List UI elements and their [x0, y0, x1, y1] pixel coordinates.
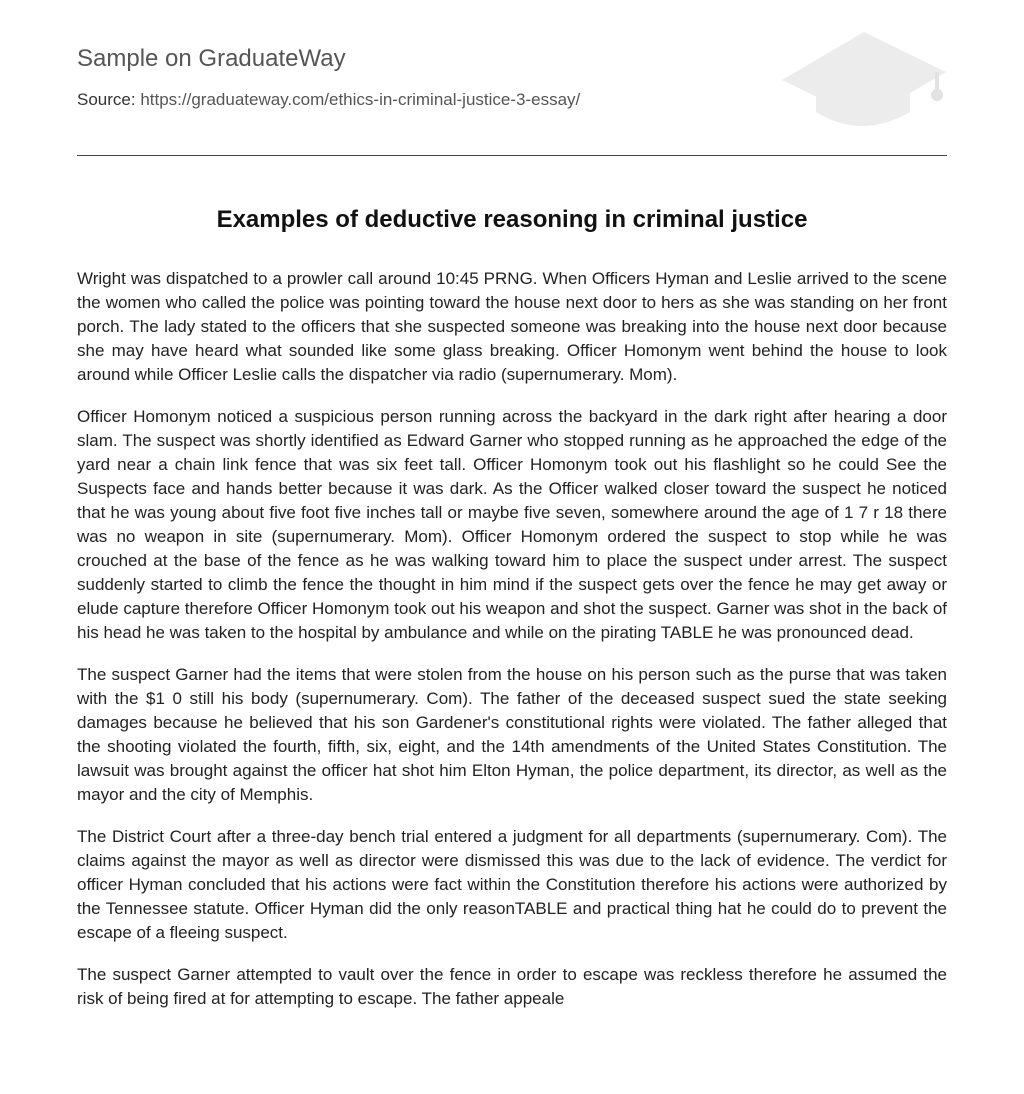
paragraph: Officer Homonym noticed a suspicious person running across the backyard in the dark right after hearing a door slam. The suspect was shortly identified as Edward Garner who stopped running as he approached the edge of the yard near a chain link fence that was six feet tall. Officer Homonym took out his flashlight so he could See the Suspects face and hands better because it was dark. As the Officer walked closer toward the suspect he noticed that he was young about five foot five inches tall or maybe five seven, somewhere around the age of 1 7 r 18 there was no weapon in site (supernumerary. Mom). Officer Homonym ordered the suspect to stop while he was crouched at the base of the fence as he was walking toward him to place the suspect under arrest. The suspect suddenly started to climb the fence the thought in him mind if the suspect gets over the fence he may get away or elude capture therefore Officer Homonym took out his weapon and shot the suspect. Garner was shot in the back of his head he was taken to the hospital by ambulance and while on the pirating TABLE he was pronounced dead. [77, 407, 948, 642]
source-label: Source: [77, 90, 136, 109]
graduation-cap-icon [780, 28, 950, 136]
document-body [77, 267, 947, 1029]
source-line [77, 89, 580, 111]
paragraph: Wright was dispatched to a prowler call around 10:45 PRNG. When Officers Hyman and Leslie arrived to the scene the women who called the police was pointing toward the house next door to hers as she was standing on her front porch. The lady stated to the officers that she suspected someone was breaking into the house next door because she may have heard what sounded like some glass breaking. Officer Homonym went behind the house to look around while Officer Leslie calls the dispatcher via radio (supernumerary. Mom). [77, 269, 947, 384]
site-title: Sample on GraduateWay [77, 45, 346, 72]
paragraph: The suspect Garner had the items that were stolen from the house on his person such as the purse that was taken with the $1 0 still his body (supernumerary. Com). The father of the deceased suspect sued the state seeking damages because he believed that his son Gardener's constitutional rights were violated. The father alleged that the shooting violated the fourth, fifth, six, eight, and the 14th amendments of the United States Constitution. The lawsuit was brought against the officer hat shot him Elton Hyman, the police department, its director, as well as the mayor and the city of Memphis. [77, 665, 947, 804]
header-divider [77, 155, 947, 156]
paragraph: The suspect Garner attempted to vault over the fence in order to escape was reckless therefore he assumed the risk of being fired at for attempting to escape. The father appeale [77, 965, 947, 1008]
source-link[interactable]: https://graduateway.com/ethics-in-criminal-justice-3-essay/ [140, 90, 581, 109]
page-header [77, 0, 947, 156]
document-title: Examples of deductive reasoning in criminal justice [216, 206, 808, 233]
paragraph: The District Court after a three-day bench trial entered a judgment for all departments (supernumerary. Com). The claims against the mayor as well as director were dismissed this was due to the lack of evidence. The verdict for officer Hyman concluded that his actions were fact within the Constitution therefore his actions were authorized by the Tennessee statute. Officer Hyman did the only reasonTABLE and practical thing hat he could do to prevent the escape of a fleeing suspect. [77, 827, 947, 942]
